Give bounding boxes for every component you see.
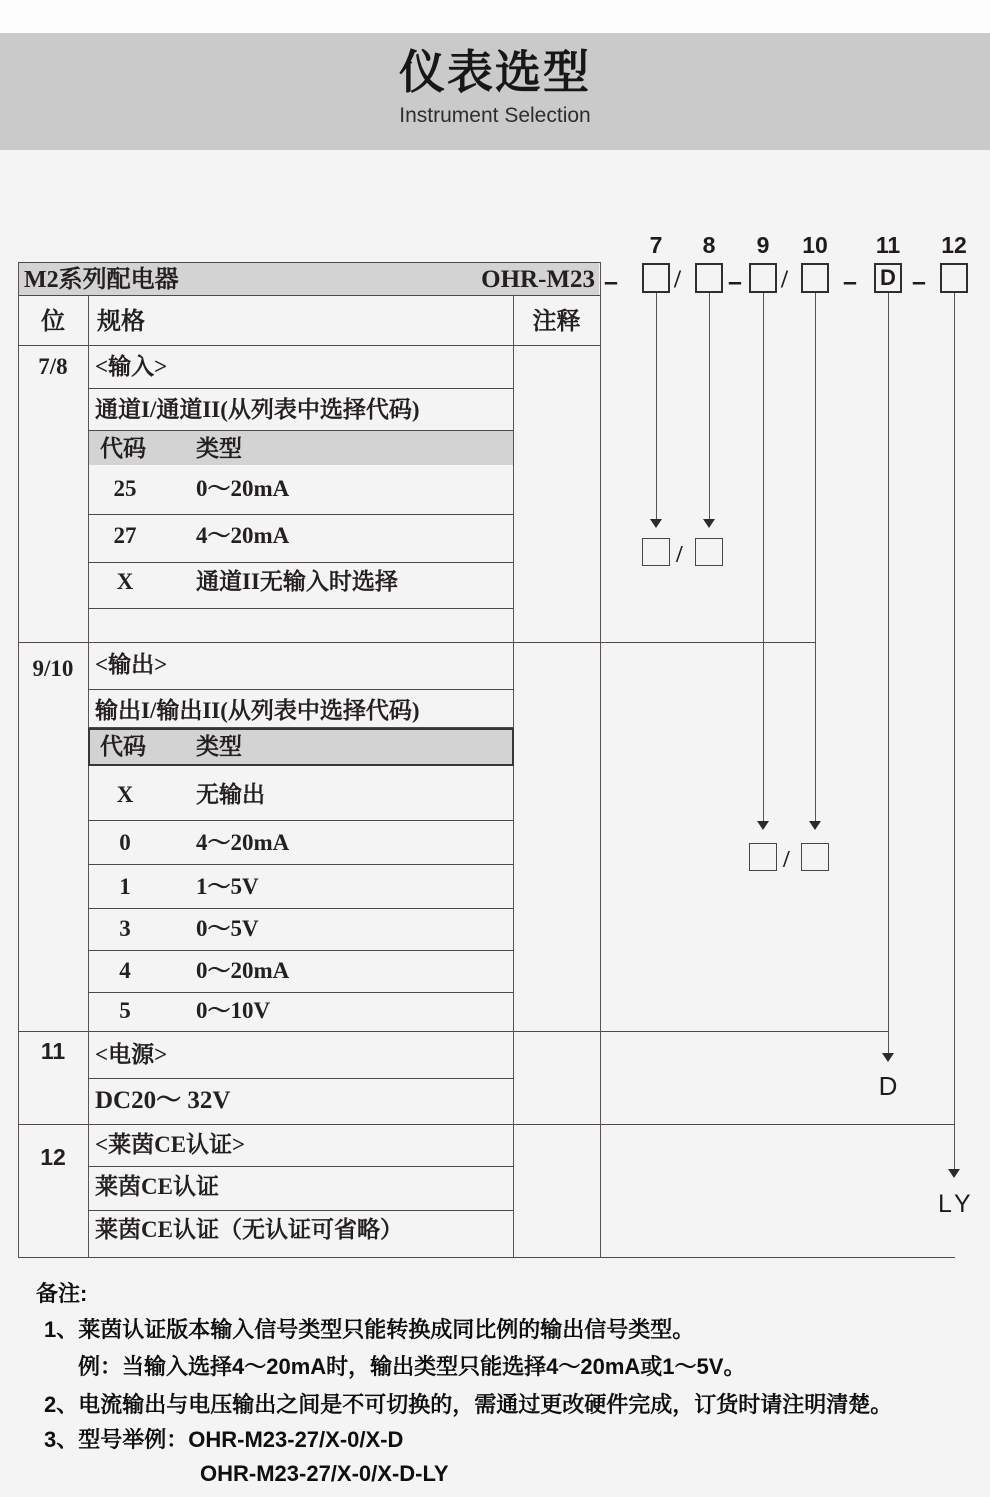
leader-line-8 xyxy=(709,293,710,520)
code-value: 25 xyxy=(113,476,137,501)
code-value: 1 xyxy=(119,874,131,899)
row-line xyxy=(88,514,513,515)
table-line-sec78-bottom xyxy=(18,642,816,643)
page-title: 仪表选型 xyxy=(399,46,591,98)
position-number-7: 7 xyxy=(649,232,663,258)
leader-line-10 xyxy=(815,293,816,822)
section-subtitle-input: 通道I/通道II(从列表中选择代码) xyxy=(95,397,420,422)
type-value: 0～5V xyxy=(196,916,259,941)
position-number-11: 11 xyxy=(875,232,901,258)
section-pos-12: 12 xyxy=(40,1144,66,1170)
arrow-down-icon xyxy=(809,821,821,830)
arrow-down-icon xyxy=(882,1053,894,1062)
separator-dash: – xyxy=(604,268,618,296)
separator-slash: / xyxy=(674,266,681,293)
position-number-12: 12 xyxy=(941,232,967,258)
row-line xyxy=(88,908,513,909)
model-box-7 xyxy=(642,263,670,293)
branch-slash: / xyxy=(676,542,683,568)
col-header-note: 注释 xyxy=(532,309,581,335)
row-line xyxy=(88,388,513,389)
ce-code-label: LY xyxy=(938,1190,975,1218)
type-value: 莱茵CE认证 xyxy=(95,1174,219,1199)
type-value: 0～10V xyxy=(196,998,271,1023)
model-code-prefix: OHR-M23 xyxy=(481,266,595,293)
table-divider-note xyxy=(513,295,514,1257)
table-line-bottom xyxy=(18,1257,955,1258)
section-name-input: <输入> xyxy=(95,354,168,379)
row-line xyxy=(88,562,513,563)
arrow-down-icon xyxy=(650,519,662,528)
code-header-code: 代码 xyxy=(100,436,146,461)
row-line xyxy=(88,992,513,993)
row-line xyxy=(88,820,513,821)
separator-slash: / xyxy=(781,266,788,293)
separator-dash: – xyxy=(912,268,926,296)
section-name-power: <电源> xyxy=(95,1042,168,1067)
row-line xyxy=(88,1078,513,1079)
row-line xyxy=(88,1210,513,1211)
table-line-sec11-bottom xyxy=(18,1124,955,1125)
code-value: 4 xyxy=(119,958,131,983)
type-value: 无输出 xyxy=(196,782,265,807)
table-line-sec910-bottom xyxy=(18,1031,888,1032)
model-box-10 xyxy=(801,263,829,293)
position-number-10: 10 xyxy=(802,232,828,258)
note-item-3: 3、型号举例：OHR-M23-27/X-0/X-D xyxy=(44,1427,404,1452)
row-line xyxy=(88,608,513,609)
section-name-ce: <莱茵CE认证> xyxy=(95,1132,246,1157)
table-border-left xyxy=(18,262,19,1257)
code-header-type: 类型 xyxy=(196,436,242,461)
code-value: 3 xyxy=(119,916,131,941)
input-channel1-box xyxy=(642,538,670,566)
output-channel2-box xyxy=(801,843,829,871)
model-box-11: D xyxy=(874,263,902,293)
type-value: 4～20mA xyxy=(196,830,290,855)
col-header-spec: 规格 xyxy=(97,309,145,335)
top-strip xyxy=(0,0,990,33)
code-value: 5 xyxy=(119,998,131,1023)
section-pos-910: 9/10 xyxy=(32,656,74,681)
row-line xyxy=(88,689,513,690)
section-name-output: <输出> xyxy=(95,652,168,677)
code-header-band-input xyxy=(89,431,513,465)
arrow-down-icon xyxy=(757,821,769,830)
output-channel1-box xyxy=(749,843,777,871)
note-item-3-example2: OHR-M23-27/X-0/X-D-LY xyxy=(200,1461,449,1486)
leader-line-11 xyxy=(888,293,889,1054)
table-line-top xyxy=(18,262,600,263)
model-box-9 xyxy=(749,263,777,293)
model-box-8 xyxy=(695,263,723,293)
position-number-8: 8 xyxy=(702,232,716,258)
section-pos-78: 7/8 xyxy=(38,354,68,379)
note-item-1: 1、莱茵认证版本输入信号类型只能转换成同比例的输出信号类型。 xyxy=(44,1317,695,1342)
leader-line-9 xyxy=(763,293,764,822)
power-code-label: D xyxy=(878,1071,898,1101)
code-value: X xyxy=(116,782,134,807)
type-value: 通道II无输入时选择 xyxy=(196,569,398,594)
code-value: X xyxy=(116,569,134,594)
table-border-right xyxy=(600,262,601,1257)
type-value: DC20～ 32V xyxy=(95,1087,231,1114)
type-value: 1～5V xyxy=(196,874,259,899)
separator-dash: – xyxy=(843,268,857,296)
row-line xyxy=(88,1166,513,1167)
note-item-2: 2、电流输出与电压输出之间是不可切换的，需通过更改硬件完成，订货时请注明清楚。 xyxy=(44,1392,893,1417)
code-value: 0 xyxy=(119,830,131,855)
row-line xyxy=(88,864,513,865)
type-value: 4～20mA xyxy=(196,523,290,548)
note-item-1-example: 例：当输入选择4～20mA时，输出类型只能选择4～20mA或1～5V。 xyxy=(78,1354,746,1379)
leader-line-12 xyxy=(954,293,955,1170)
separator-dash: – xyxy=(728,268,742,296)
type-value: 0～20mA xyxy=(196,958,290,983)
leader-line-7 xyxy=(656,293,657,520)
table-title-left: M2系列配电器 xyxy=(24,267,179,293)
arrow-down-icon xyxy=(948,1169,960,1178)
arrow-down-icon xyxy=(703,519,715,528)
code-value: 27 xyxy=(113,523,137,548)
row-line xyxy=(88,950,513,951)
section-pos-11: 11 xyxy=(40,1038,66,1064)
code-header-type: 类型 xyxy=(196,734,242,759)
position-number-9: 9 xyxy=(756,232,770,258)
type-value: 莱茵CE认证（无认证可省略） xyxy=(95,1217,403,1242)
code-header-code: 代码 xyxy=(100,734,146,759)
col-header-pos: 位 xyxy=(41,309,65,335)
section-subtitle-output: 输出I/输出II(从列表中选择代码) xyxy=(95,698,420,723)
notes-heading: 备注: xyxy=(36,1281,88,1306)
input-channel2-box xyxy=(695,538,723,566)
branch-slash: / xyxy=(783,847,790,873)
model-box-12 xyxy=(940,263,968,293)
type-value: 0～20mA xyxy=(196,476,290,501)
page-subtitle: Instrument Selection xyxy=(399,104,591,127)
code-header-band-output xyxy=(88,728,514,766)
